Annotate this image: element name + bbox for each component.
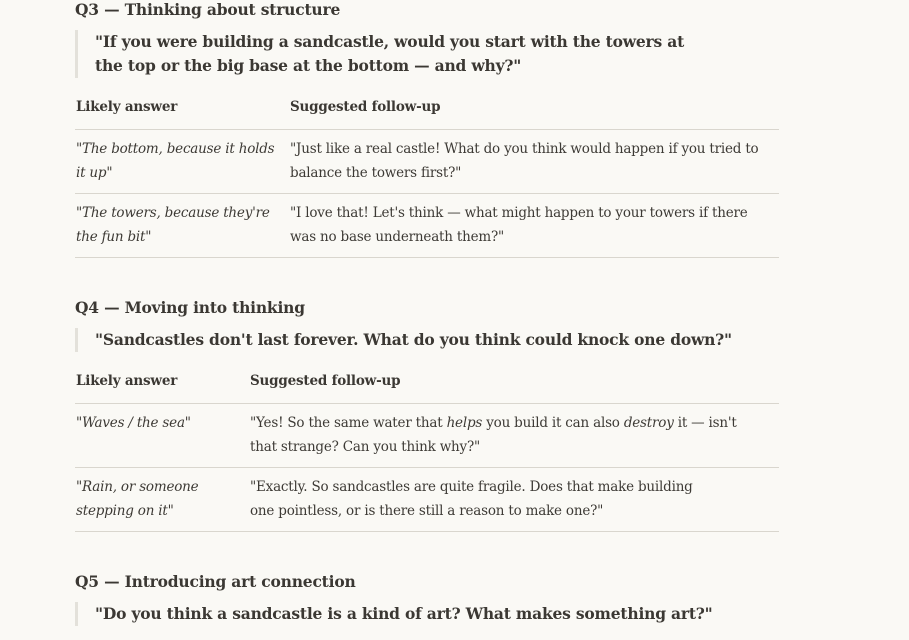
followup-text: it — isn't that strange? Can you think why?" xyxy=(250,415,737,455)
answer-cell: "The towers, because they're the fun bit" xyxy=(75,194,289,258)
column-header-followup: Suggested follow-up xyxy=(289,97,779,130)
table-header-row xyxy=(75,97,779,130)
section-q3 xyxy=(75,0,779,258)
column-header-answer: Likely answer xyxy=(75,371,249,404)
column-header-followup: Suggested follow-up xyxy=(249,371,779,404)
question-quote: "If you were building a sandcastle, would you start with the towers at the top or the big base at the bottom — and why?" xyxy=(75,30,700,78)
table-header-row xyxy=(75,371,779,404)
section-heading: Q3 — Thinking about structure xyxy=(75,0,341,19)
emphasis-text: helps xyxy=(446,415,483,431)
table-row xyxy=(75,468,779,532)
followup-text: you build it can also xyxy=(482,415,624,431)
section-q4 xyxy=(75,298,779,532)
table-row xyxy=(75,194,779,258)
answer-cell: "The bottom, because it holds it up" xyxy=(75,130,289,194)
followup-text: "Yes! So the same water that xyxy=(250,415,447,431)
answer-cell: "Rain, or someone stepping on it" xyxy=(75,468,249,532)
followup-cell: "Exactly. So sandcastles are quite fragile. Does that make building one pointless, or is there still a reason to make one?" xyxy=(249,468,779,532)
table-row xyxy=(75,130,779,194)
emphasis-text: destroy xyxy=(623,415,674,431)
section-heading: Q5 — Introducing art connection xyxy=(75,572,356,591)
followup-cell: "Just like a real castle! What do you think would happen if you tried to balance the towers first?" xyxy=(289,130,779,194)
section-q5 xyxy=(75,572,713,626)
answers-table xyxy=(75,371,779,532)
table-row xyxy=(75,404,779,468)
answer-cell: "Waves / the sea" xyxy=(75,404,249,468)
column-header-answer: Likely answer xyxy=(75,97,289,130)
followup-cell: "I love that! Let's think — what might happen to your towers if there was no base underneath them?" xyxy=(289,194,779,258)
followup-cell xyxy=(249,404,779,468)
question-quote: "Sandcastles don't last forever. What do you think could knock one down?" xyxy=(75,328,779,352)
question-quote: "Do you think a sandcastle is a kind of art? What makes something art?" xyxy=(75,602,713,626)
answers-table xyxy=(75,97,779,258)
section-heading: Q4 — Moving into thinking xyxy=(75,298,305,317)
